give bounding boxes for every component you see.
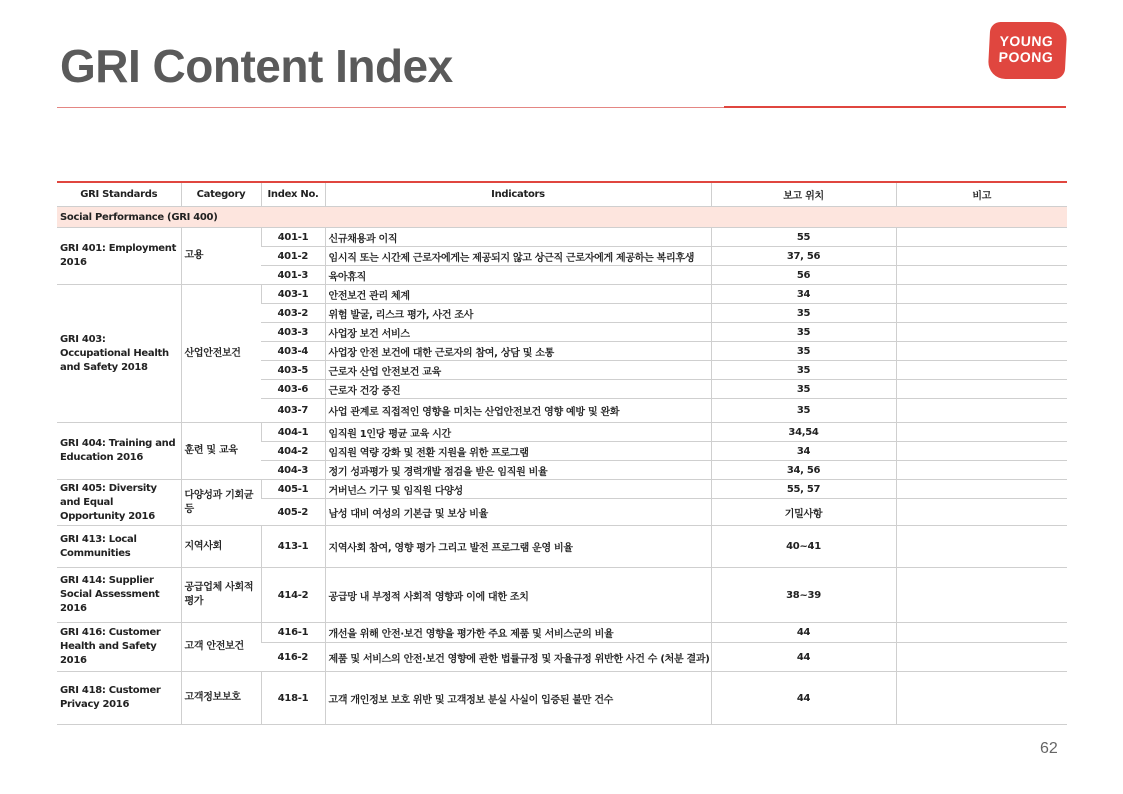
table-row bbox=[57, 568, 1067, 623]
index-no-cell: 413-1 bbox=[261, 526, 325, 568]
gri-standard-cell: GRI 413: Local Communities bbox=[57, 526, 181, 568]
table-row bbox=[57, 285, 1067, 304]
index-no-cell: 403-4 bbox=[261, 342, 325, 361]
index-no-cell: 403-3 bbox=[261, 323, 325, 342]
header-report-location: 보고 위치 bbox=[711, 182, 896, 207]
table-header-row bbox=[57, 182, 1067, 207]
page-title: GRI Content Index bbox=[60, 40, 453, 92]
gri-standard-cell: GRI 416: Customer Health and Safety 2016 bbox=[57, 623, 181, 672]
report-location-cell: 55, 57 bbox=[711, 480, 896, 499]
indicator-cell: 개선을 위해 안전·보건 영향을 평가한 주요 제품 및 서비스군의 비율 bbox=[325, 623, 711, 643]
report-location-cell: 35 bbox=[711, 323, 896, 342]
table-row bbox=[57, 228, 1067, 247]
remarks-cell bbox=[896, 423, 1067, 442]
index-no-cell: 401-2 bbox=[261, 247, 325, 266]
indicator-cell: 정기 성과평가 및 경력개발 점검을 받은 임직원 비율 bbox=[325, 461, 711, 480]
indicator-cell: 제품 및 서비스의 안전·보건 영향에 관한 법률규정 및 자율규정 위반한 사건 수 (처분 결과) bbox=[325, 643, 711, 672]
table-row bbox=[57, 526, 1067, 568]
index-no-cell: 404-1 bbox=[261, 423, 325, 442]
remarks-cell bbox=[896, 380, 1067, 399]
indicator-cell: 사업 관계로 직접적인 영향을 미치는 산업안전보건 영향 예방 및 완화 bbox=[325, 399, 711, 423]
header-category: Category bbox=[181, 182, 261, 207]
gri-standard-cell: GRI 404: Training and Education 2016 bbox=[57, 423, 181, 480]
gri-standard-cell: GRI 418: Customer Privacy 2016 bbox=[57, 672, 181, 725]
index-no-cell: 404-3 bbox=[261, 461, 325, 480]
indicator-cell: 안전보건 관리 체계 bbox=[325, 285, 711, 304]
gri-standard-cell: GRI 414: Supplier Social Assessment 2016 bbox=[57, 568, 181, 623]
indicator-cell: 사업장 안전 보건에 대한 근로자의 참여, 상담 및 소통 bbox=[325, 342, 711, 361]
indicator-cell: 고객 개인정보 보호 위반 및 고객정보 분실 사실이 입증된 불만 건수 bbox=[325, 672, 711, 725]
indicator-cell: 신규채용과 이직 bbox=[325, 228, 711, 247]
report-location-cell: 37, 56 bbox=[711, 247, 896, 266]
indicator-cell: 지역사회 참여, 영향 평가 그리고 발전 프로그램 운영 비율 bbox=[325, 526, 711, 568]
report-location-cell: 38~39 bbox=[711, 568, 896, 623]
remarks-cell bbox=[896, 361, 1067, 380]
logo-line-1: YOUNG bbox=[999, 33, 1054, 49]
table-body bbox=[57, 207, 1067, 725]
remarks-cell bbox=[896, 342, 1067, 361]
category-cell: 고객정보보호 bbox=[181, 672, 261, 725]
remarks-cell bbox=[896, 499, 1067, 526]
remarks-cell bbox=[896, 285, 1067, 304]
category-cell: 고객 안전보건 bbox=[181, 623, 261, 672]
remarks-cell bbox=[896, 568, 1067, 623]
remarks-cell bbox=[896, 399, 1067, 423]
report-location-cell: 55 bbox=[711, 228, 896, 247]
index-no-cell: 403-2 bbox=[261, 304, 325, 323]
index-no-cell: 405-1 bbox=[261, 480, 325, 499]
gri-standard-cell: GRI 405: Diversity and Equal Opportunity 2016 bbox=[57, 480, 181, 526]
report-location-cell: 35 bbox=[711, 380, 896, 399]
report-location-cell: 35 bbox=[711, 342, 896, 361]
remarks-cell bbox=[896, 304, 1067, 323]
indicator-cell: 남성 대비 여성의 기본급 및 보상 비율 bbox=[325, 499, 711, 526]
remarks-cell bbox=[896, 442, 1067, 461]
report-location-cell: 40~41 bbox=[711, 526, 896, 568]
indicator-cell: 임직원 1인당 평균 교육 시간 bbox=[325, 423, 711, 442]
indicator-cell: 거버넌스 기구 및 임직원 다양성 bbox=[325, 480, 711, 499]
section-label: Social Performance (GRI 400) bbox=[57, 207, 1067, 228]
table-row bbox=[57, 423, 1067, 442]
remarks-cell bbox=[896, 247, 1067, 266]
indicator-cell: 공급망 내 부정적 사회적 영향과 이에 대한 조치 bbox=[325, 568, 711, 623]
index-no-cell: 418-1 bbox=[261, 672, 325, 725]
index-no-cell: 403-6 bbox=[261, 380, 325, 399]
index-no-cell: 414-2 bbox=[261, 568, 325, 623]
remarks-cell bbox=[896, 672, 1067, 725]
remarks-cell bbox=[896, 623, 1067, 643]
header-indicators: Indicators bbox=[325, 182, 711, 207]
index-no-cell: 401-1 bbox=[261, 228, 325, 247]
indicator-cell: 사업장 보건 서비스 bbox=[325, 323, 711, 342]
gri-content-index-table bbox=[57, 181, 1067, 725]
index-no-cell: 416-2 bbox=[261, 643, 325, 672]
remarks-cell bbox=[896, 461, 1067, 480]
page-number: 62 bbox=[1040, 740, 1058, 757]
index-no-cell: 403-5 bbox=[261, 361, 325, 380]
indicator-cell: 임시직 또는 시간제 근로자에게는 제공되지 않고 상근직 근로자에게 제공하는 복리후생 bbox=[325, 247, 711, 266]
report-location-cell: 44 bbox=[711, 643, 896, 672]
report-location-cell: 56 bbox=[711, 266, 896, 285]
category-cell: 고용 bbox=[181, 228, 261, 285]
report-location-cell: 35 bbox=[711, 304, 896, 323]
remarks-cell bbox=[896, 480, 1067, 499]
index-no-cell: 416-1 bbox=[261, 623, 325, 643]
report-location-cell: 35 bbox=[711, 399, 896, 423]
header-gri-standards: GRI Standards bbox=[57, 182, 181, 207]
category-cell: 지역사회 bbox=[181, 526, 261, 568]
index-no-cell: 403-7 bbox=[261, 399, 325, 423]
category-cell: 다양성과 기회균등 bbox=[181, 480, 261, 526]
gri-standard-cell: GRI 403: Occupational Health and Safety 2018 bbox=[57, 285, 181, 423]
table-row bbox=[57, 672, 1067, 725]
category-cell: 훈련 및 교육 bbox=[181, 423, 261, 480]
index-no-cell: 403-1 bbox=[261, 285, 325, 304]
indicator-cell: 근로자 산업 안전보건 교육 bbox=[325, 361, 711, 380]
index-no-cell: 401-3 bbox=[261, 266, 325, 285]
remarks-cell bbox=[896, 266, 1067, 285]
indicator-cell: 임직원 역량 강화 및 전환 지원을 위한 프로그램 bbox=[325, 442, 711, 461]
report-location-cell: 34,54 bbox=[711, 423, 896, 442]
remarks-cell bbox=[896, 228, 1067, 247]
report-location-cell: 44 bbox=[711, 672, 896, 725]
category-cell: 공급업체 사회적 평가 bbox=[181, 568, 261, 623]
table-row bbox=[57, 623, 1067, 643]
gri-standard-cell: GRI 401: Employment 2016 bbox=[57, 228, 181, 285]
report-location-cell: 기밀사항 bbox=[711, 499, 896, 526]
youngpoong-logo bbox=[988, 22, 1068, 79]
remarks-cell bbox=[896, 643, 1067, 672]
report-location-cell: 35 bbox=[711, 361, 896, 380]
indicator-cell: 근로자 건강 증진 bbox=[325, 380, 711, 399]
logo-line-2: POONG bbox=[998, 49, 1054, 65]
section-row bbox=[57, 207, 1067, 228]
indicator-cell: 육아휴직 bbox=[325, 266, 711, 285]
index-no-cell: 404-2 bbox=[261, 442, 325, 461]
report-location-cell: 34, 56 bbox=[711, 461, 896, 480]
title-divider-accent bbox=[724, 106, 1066, 108]
index-no-cell: 405-2 bbox=[261, 499, 325, 526]
remarks-cell bbox=[896, 526, 1067, 568]
report-location-cell: 34 bbox=[711, 442, 896, 461]
category-cell: 산업안전보건 bbox=[181, 285, 261, 423]
remarks-cell bbox=[896, 323, 1067, 342]
header-remarks: 비고 bbox=[896, 182, 1067, 207]
table-row bbox=[57, 480, 1067, 499]
indicator-cell: 위험 발굴, 리스크 평가, 사건 조사 bbox=[325, 304, 711, 323]
report-location-cell: 44 bbox=[711, 623, 896, 643]
report-location-cell: 34 bbox=[711, 285, 896, 304]
header-index-no: Index No. bbox=[261, 182, 325, 207]
